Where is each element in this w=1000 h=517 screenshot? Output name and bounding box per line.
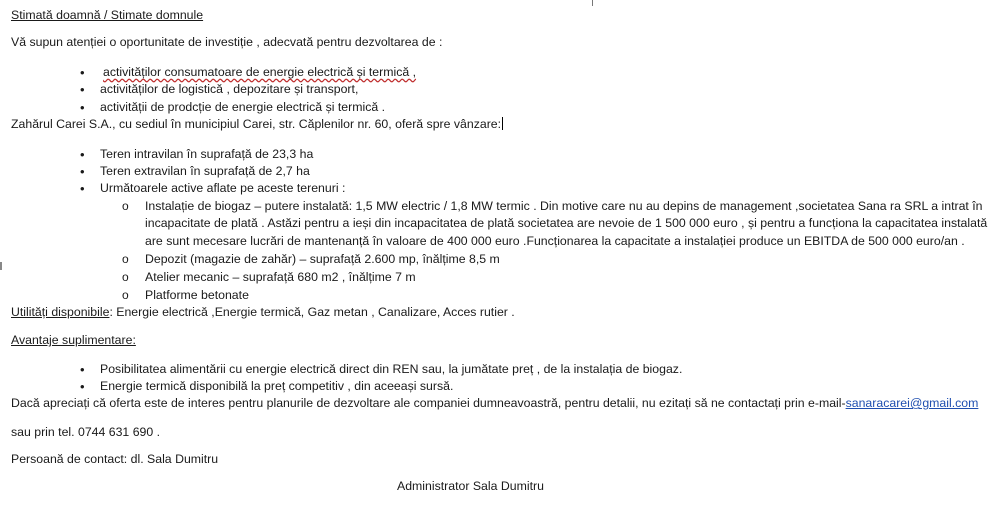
contact-person: Persoană de contact: dl. Sala Dumitru bbox=[11, 452, 219, 466]
advantage-item: Posibilitatea alimentării cu energie electrică direct din REN sau, la jumătate preț , de la instalația de biogaz. bbox=[100, 362, 683, 376]
asset-item: Teren intravilan în suprafață de 23,3 ha bbox=[100, 147, 314, 161]
platforms-item: Platforme betonate bbox=[145, 288, 249, 302]
advantage-item: Energie termică disponibilă la preț competitiv , din aceeași sursă. bbox=[100, 379, 454, 393]
sub-bullet-marker: o bbox=[122, 199, 129, 213]
purpose-item: activităților de logistică , depozitare și transport, bbox=[100, 82, 359, 96]
sub-bullet-marker: o bbox=[122, 252, 129, 266]
biogas-line: incapacitate de plată . Astăzi pentru a ieși din incapacitatea de plată societatea are nevoie de 1 500 000 euro , și pentru a funcționa la capacitatea instalată bbox=[145, 216, 988, 230]
sub-bullet-marker: o bbox=[122, 288, 129, 302]
workshop-item: Atelier mecanic – suprafață 680 m2 , înălțime 7 m bbox=[145, 270, 416, 284]
phone-line: sau prin tel. 0744 631 690 . bbox=[11, 425, 161, 439]
utilities-line: Utilități disponibile: Energie electrică ,Energie termică, Gaz metan , Canalizare, Acces rutier . bbox=[11, 305, 515, 319]
purpose-item: activității de prodcție de energie electrică și termică . bbox=[100, 100, 386, 114]
greeting: Stimată doamnă / Stimate domnule bbox=[11, 8, 204, 22]
intro-paragraph: Vă supun atenției o oportunitate de investiție , adecvată pentru dezvoltarea de : bbox=[11, 35, 443, 49]
sub-bullet-marker: o bbox=[122, 270, 129, 284]
purpose-item: activităților consumatoare de energie electrică și termică , bbox=[103, 65, 417, 79]
text-cursor bbox=[502, 117, 503, 130]
top-ruler-mark bbox=[592, 0, 593, 6]
left-margin-mark bbox=[0, 262, 2, 270]
bullet-marker: • bbox=[80, 181, 85, 196]
bullet-marker: • bbox=[80, 164, 85, 179]
advantages-title: Avantaje suplimentare: bbox=[11, 333, 136, 347]
bullet-marker: • bbox=[80, 82, 85, 97]
bullet-marker: • bbox=[80, 100, 85, 115]
biogas-line: Instalație de biogaz – putere instalată: 1,5 MW electric / 1,8 MW termic . Din motive care nu au depins de management ,societatea Sana ra SRL a intrat în bbox=[145, 199, 983, 213]
signature: Administrator Sala Dumitru bbox=[397, 479, 544, 493]
contact-paragraph: Dacă apreciați că oferta este de interes pentru planurile de dezvoltare ale companiei dumneavoastră, pentru detalii, nu ezitați să ne contactați prin e-mail-sanaracarei@gmail.com bbox=[11, 396, 979, 410]
asset-item: Următoarele active aflate pe aceste terenuri : bbox=[100, 181, 346, 195]
offer-line: Zahărul Carei S.A., cu sediul în municipiul Carei, str. Căplenilor nr. 60, oferă spre vânzare: bbox=[11, 117, 502, 131]
bullet-marker: • bbox=[80, 362, 85, 377]
warehouse-item: Depozit (magazie de zahăr) – suprafață 2.600 mp, înălțime 8,5 m bbox=[145, 252, 500, 266]
bullet-marker: • bbox=[80, 147, 85, 162]
email-link[interactable]: sanaracarei@gmail.com bbox=[845, 396, 979, 410]
bullet-marker: • bbox=[80, 379, 85, 394]
bullet-marker: • bbox=[80, 65, 85, 80]
biogas-line: are sunt mecesare lucrări de mantenanță în valoare de 400 000 euro .Funcționarea la capacitate a instalației produce un EBITDA de 500 000 euro/an . bbox=[145, 234, 965, 248]
asset-item: Teren extravilan în suprafață de 2,7 ha bbox=[100, 164, 310, 178]
